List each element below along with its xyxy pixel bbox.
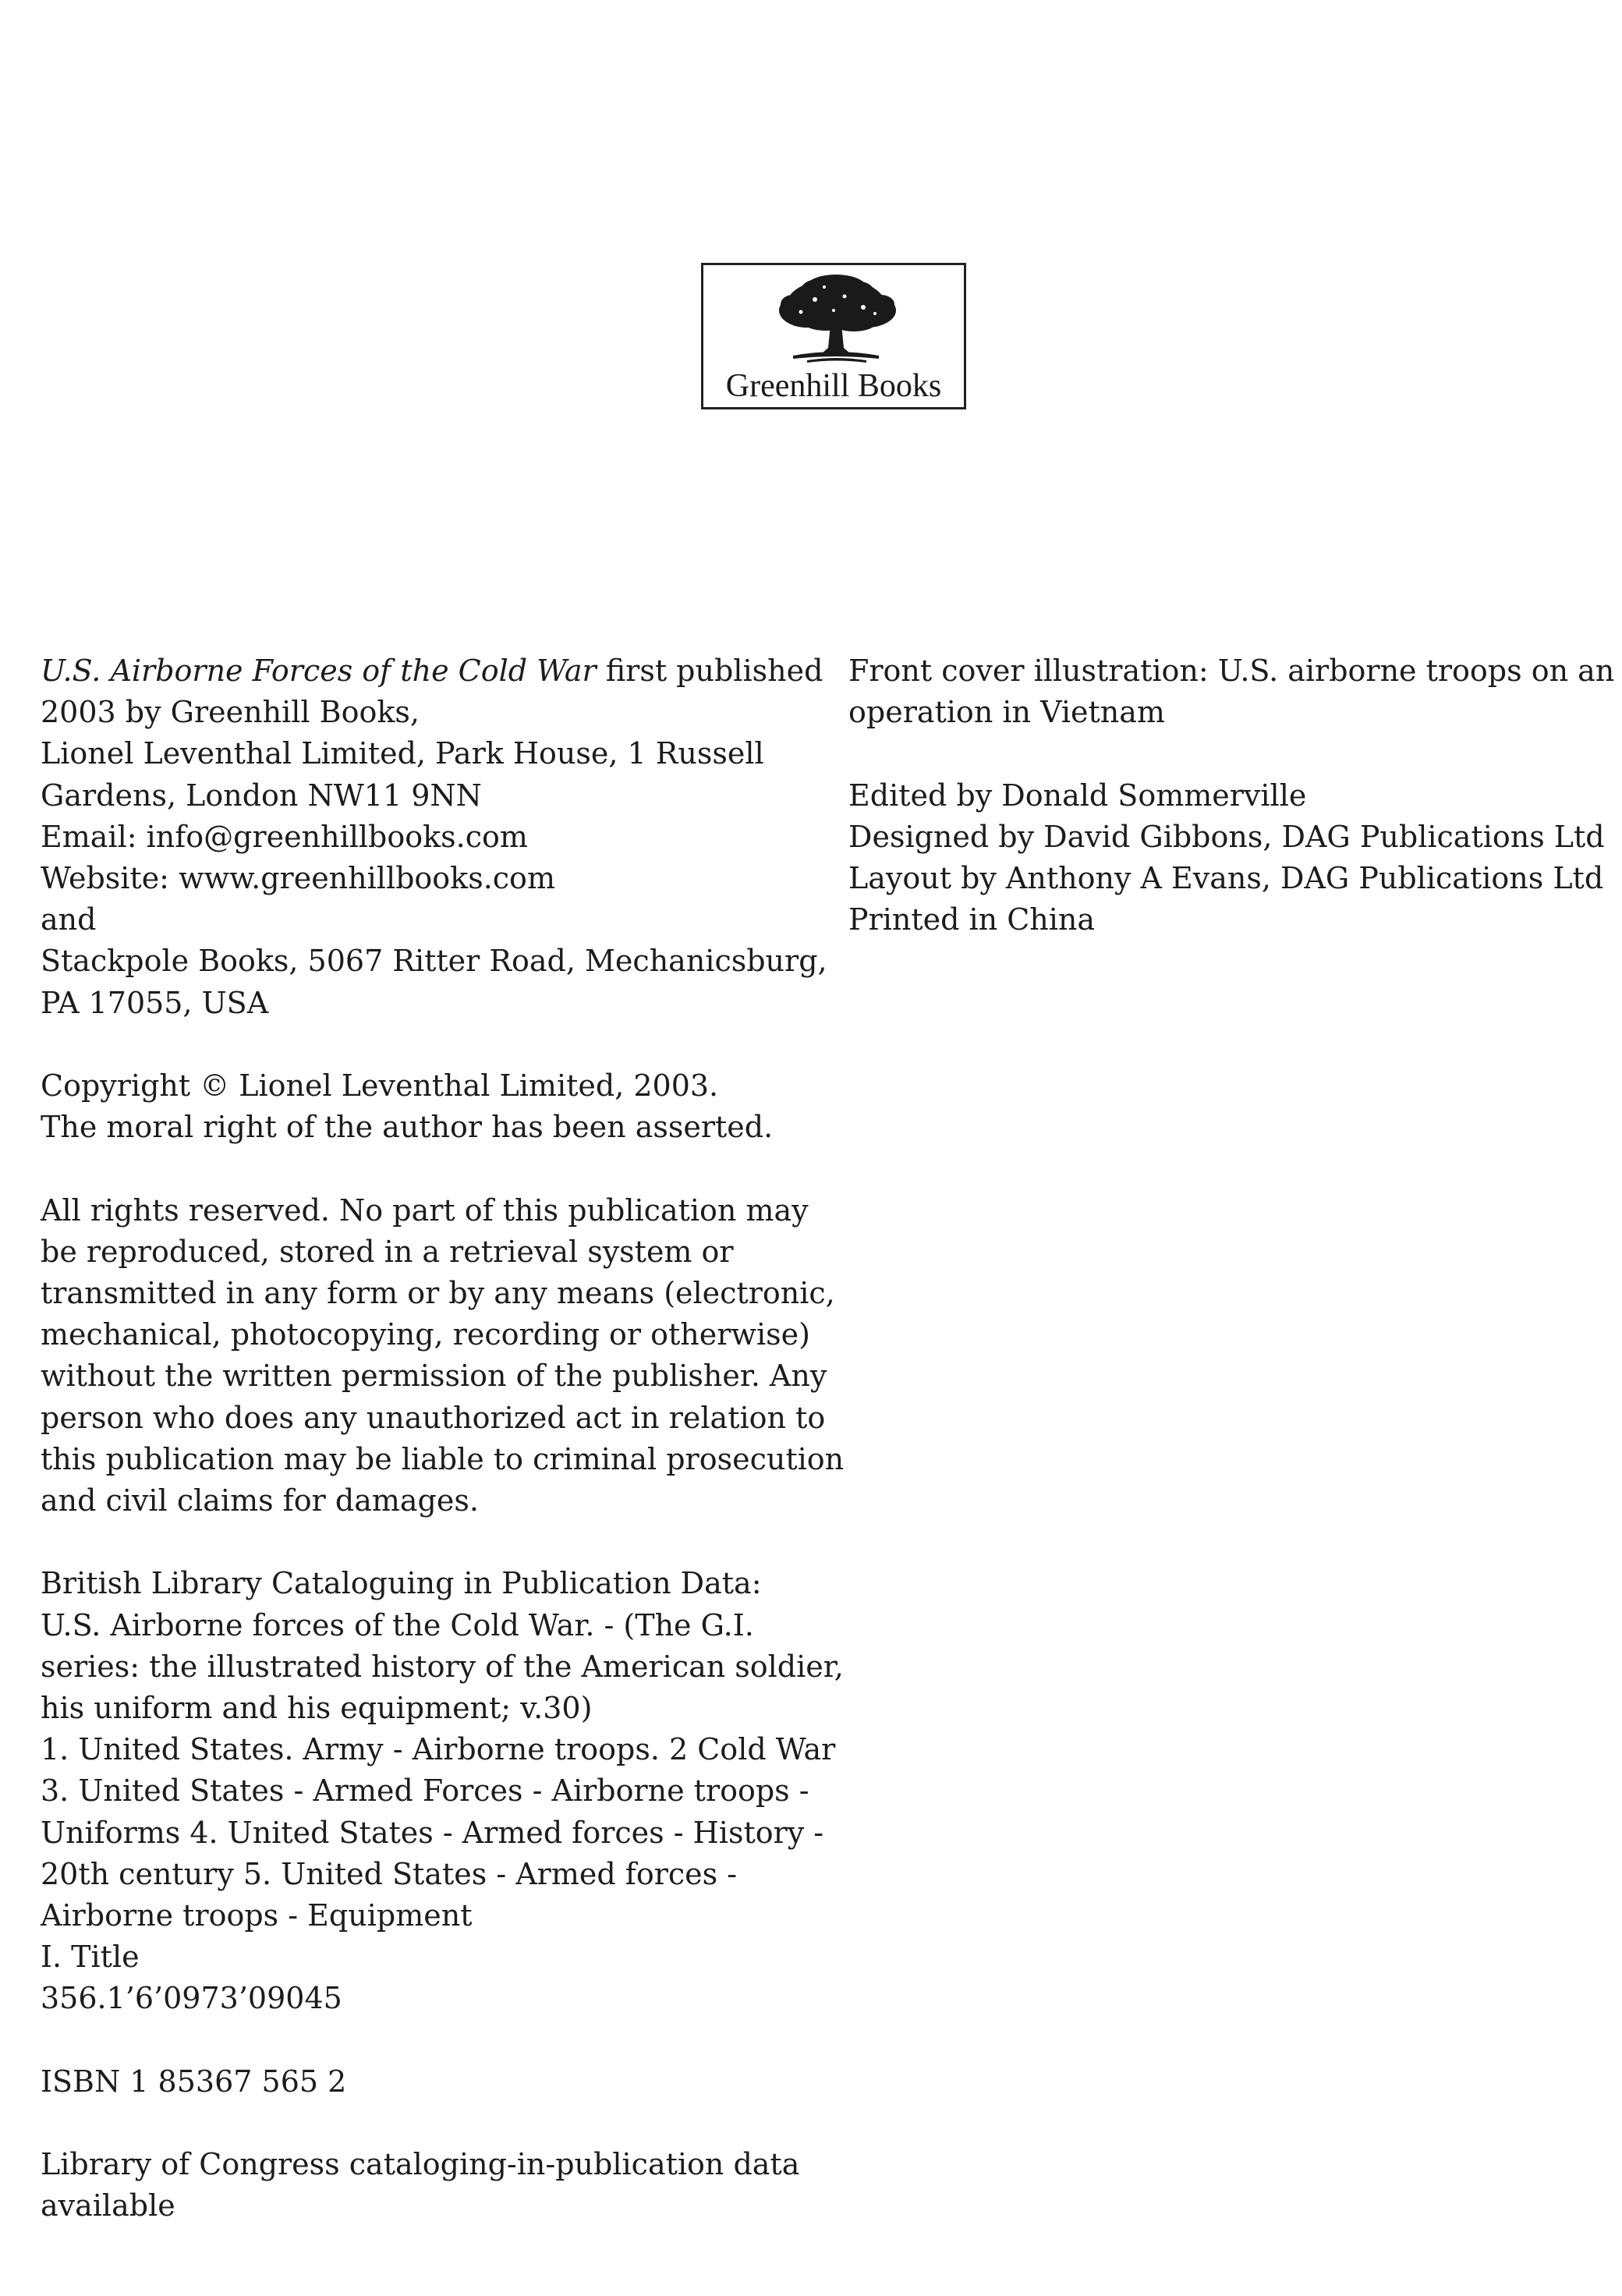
- cover-illustration-line: Front cover illustration: U.S. airborne troops on an: [848, 654, 1615, 688]
- rights-line: All rights reserved. No part of this publication may: [41, 1192, 809, 1228]
- imprint-line: PA 17055, USA: [41, 985, 269, 1020]
- imprint-left-column: [41, 650, 845, 2227]
- isbn-line: ISBN 1 85367 565 2: [41, 2064, 347, 2099]
- cataloguing-line: 20th century 5. United States - Armed forces -: [41, 1856, 738, 1891]
- credits-right-column: [848, 650, 1615, 941]
- copyright-line: Copyright © Lionel Leventhal Limited, 2003.: [41, 1068, 719, 1104]
- website-line: Website: www.greenhillbooks.com: [41, 861, 555, 896]
- loc-line: available: [41, 2188, 175, 2223]
- email-line: Email: info@greenhillbooks.com: [41, 819, 528, 854]
- imprint-line: Gardens, London NW11 9NN: [41, 778, 482, 813]
- loc-line: Library of Congress cataloging-in-publication data: [41, 2147, 800, 2182]
- imprint-line: Lionel Leventhal Limited, Park House, 1 Russell: [41, 736, 764, 771]
- cataloguing-line: 1. United States. Army - Airborne troops. 2 Cold War: [41, 1732, 836, 1767]
- imprint-line: Stackpole Books, 5067 Ritter Road, Mechanicsburg,: [41, 944, 827, 979]
- oak-tree-icon: [770, 273, 902, 365]
- designer-credit: Designed by David Gibbons, DAG Publications Ltd: [848, 819, 1605, 854]
- cataloguing-line: 3. United States - Armed Forces - Airborne troops -: [41, 1773, 809, 1809]
- cataloguing-line: series: the illustrated history of the American soldier,: [41, 1649, 844, 1684]
- printed-in-line: Printed in China: [848, 902, 1096, 937]
- first-published-text: first published: [596, 654, 823, 688]
- cover-illustration-line: operation in Vietnam: [848, 695, 1165, 730]
- imprint-first-line: [41, 650, 828, 692]
- rights-line: and civil claims for damages.: [41, 1483, 479, 1518]
- cataloguing-line: U.S. Airborne forces of the Cold War. - (The G.I.: [41, 1607, 754, 1642]
- publisher-logo: [701, 263, 966, 409]
- rights-line: person who does any unauthorized act in relation to: [41, 1400, 826, 1435]
- rights-line: mechanical, photocopying, recording or otherwise): [41, 1317, 810, 1352]
- cataloguing-line: Airborne troops - Equipment: [41, 1898, 473, 1933]
- rights-line: be reproduced, stored in a retrieval system or: [41, 1234, 734, 1269]
- editor-credit: Edited by Donald Sommerville: [848, 778, 1307, 813]
- moral-right-line: The moral right of the author has been asserted.: [41, 1110, 774, 1145]
- imprint-line: and: [41, 902, 97, 937]
- cataloguing-line: British Library Cataloguing in Publication Data:: [41, 1566, 762, 1601]
- book-title: U.S. Airborne Forces of the Cold War: [41, 654, 597, 688]
- cataloguing-line: I. Title: [41, 1940, 140, 1975]
- imprint-line: 2003 by Greenhill Books,: [41, 695, 420, 730]
- rights-line: transmitted in any form or by any means (electronic,: [41, 1276, 835, 1311]
- publisher-name: Greenhill Books: [725, 368, 942, 404]
- cataloguing-line: his uniform and his equipment; v.30): [41, 1691, 593, 1726]
- dewey-classification: 356.1’6’0973’09045: [41, 1981, 342, 2016]
- rights-line: without the written permission of the publisher. Any: [41, 1359, 827, 1394]
- rights-line: this publication may be liable to criminal prosecution: [41, 1441, 845, 1476]
- layout-credit: Layout by Anthony A Evans, DAG Publications Ltd: [848, 861, 1604, 895]
- cataloguing-line: Uniforms 4. United States - Armed forces - History -: [41, 1815, 824, 1850]
